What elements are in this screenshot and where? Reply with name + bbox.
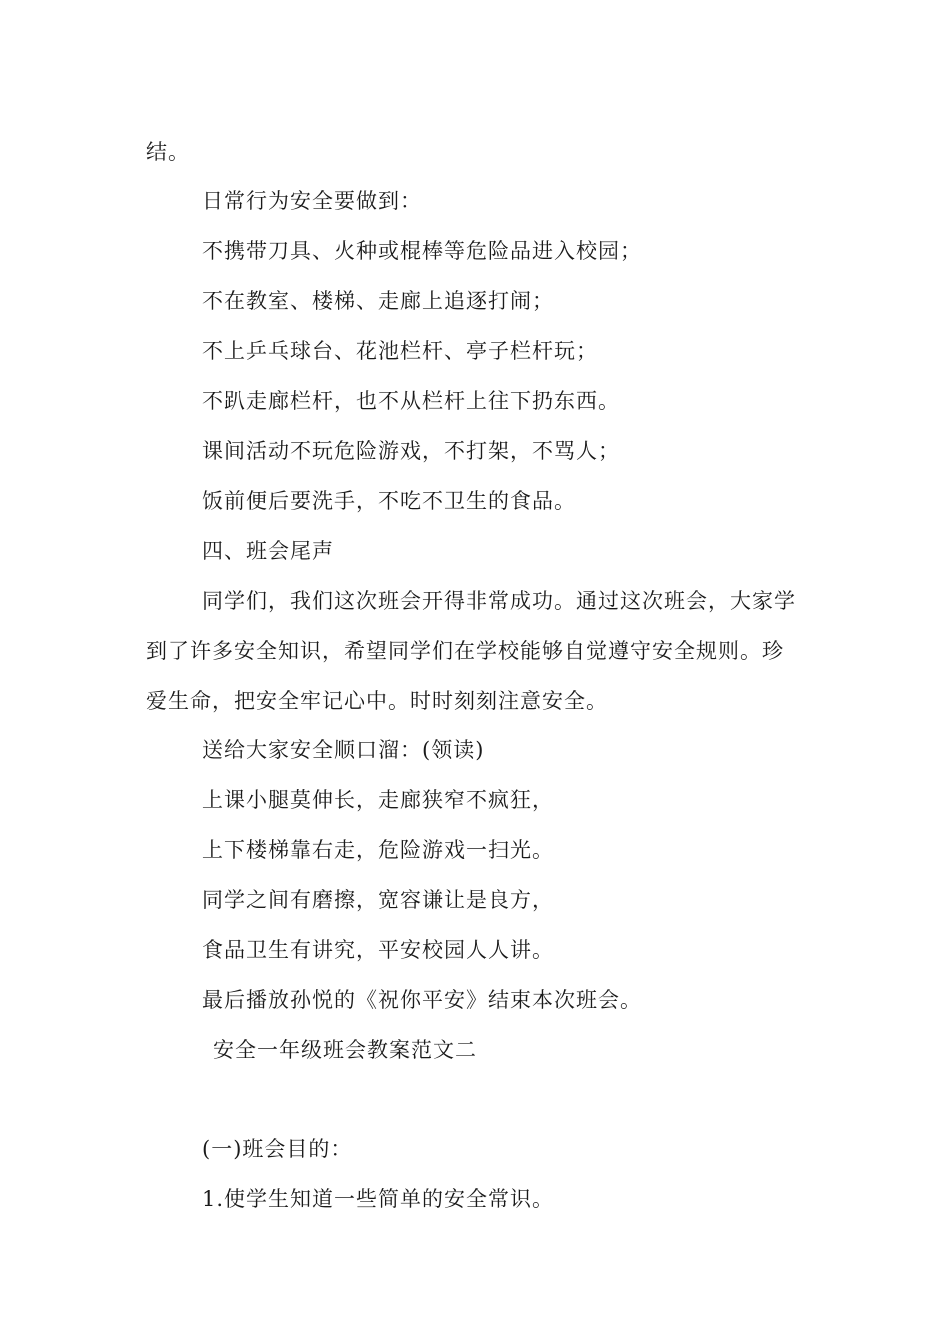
rule-item: 课间活动不玩危险游戏，不打架，不骂人； <box>202 439 620 463</box>
rhyme-line: 上课小腿莫伸长，走廊狭窄不疯狂， <box>202 788 554 812</box>
paragraph-line: 爱生命，把安全牢记心中。时时刻刻注意安全。 <box>146 689 608 713</box>
closing-line: 最后播放孙悦的《祝你平安》结束本次班会。 <box>202 988 642 1012</box>
rule-item: 不上乒乓球台、花池栏杆、亭子栏杆玩； <box>202 339 598 363</box>
paragraph-line: 同学们，我们这次班会开得非常成功。通过这次班会，大家学 <box>202 589 796 613</box>
section-heading: (一)班会目的： <box>202 1137 353 1161</box>
section-heading: 四、班会尾声 <box>202 539 334 563</box>
rule-item: 不携带刀具、火种或棍棒等危险品进入校园； <box>202 239 642 263</box>
rhyme-line: 同学之间有磨擦，宽容谦让是良方， <box>202 888 554 912</box>
paragraph-continuation: 结。 <box>146 140 190 164</box>
rhyme-line: 食品卫生有讲究，平安校园人人讲。 <box>202 938 554 962</box>
rule-item: 不趴走廊栏杆，也不从栏杆上往下扔东西。 <box>202 389 620 413</box>
paragraph-line: 到了许多安全知识，希望同学们在学校能够自觉遵守安全规则。珍 <box>146 639 784 663</box>
section-intro: 日常行为安全要做到： <box>202 189 422 213</box>
rhyme-intro: 送给大家安全顺口溜：(领读) <box>202 738 485 762</box>
rhyme-line: 上下楼梯靠右走，危险游戏一扫光。 <box>202 838 554 862</box>
rule-item: 不在教室、楼梯、走廊上追逐打闹； <box>202 289 554 313</box>
document-title: 安全一年级班会教案范文二 <box>213 1038 477 1062</box>
list-item: 1.使学生知道一些简单的安全常识。 <box>202 1187 555 1211</box>
rule-item: 饭前便后要洗手，不吃不卫生的食品。 <box>202 489 576 513</box>
